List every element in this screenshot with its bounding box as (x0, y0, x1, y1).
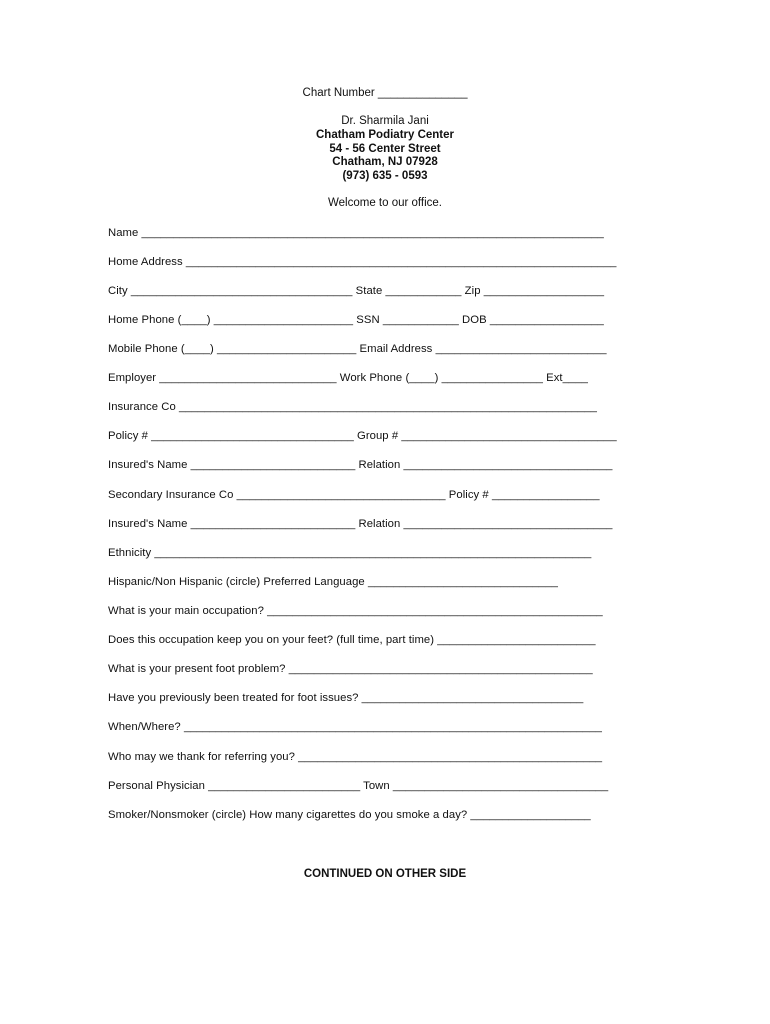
practice-name: Chatham Podiatry Center (315, 128, 455, 141)
insurance-co-field[interactable]: Insurance Co __________________________________________________________________ (108, 401, 597, 413)
welcome-message: Welcome to our office. (328, 197, 442, 209)
home-address-field[interactable]: Home Address ____________________________________________________________________ (108, 256, 617, 268)
chart-number-field[interactable]: Chart Number ______________ (302, 87, 468, 99)
ethnicity-field[interactable]: Ethnicity _____________________________________________________________________ (108, 547, 592, 559)
practice-street: 54 - 56 Center Street (329, 142, 441, 155)
previous-treatment-field[interactable]: Have you previously been treated for foot issues? ___________________________________ (108, 692, 584, 704)
referral-field[interactable]: Who may we thank for referring you? ________________________________________________ (108, 751, 603, 763)
occupation-on-feet-field[interactable]: Does this occupation keep you on your feet? (full time, part time) _________________________ (108, 634, 596, 646)
hispanic-language-field[interactable]: Hispanic/Non Hispanic (circle) Preferred Language ______________________________ (108, 576, 558, 588)
city-state-zip-field[interactable]: City ___________________________________ State ____________ Zip ___________________ (108, 285, 605, 297)
practice-city-state-zip: Chatham, NJ 07928 (332, 156, 438, 169)
occupation-field[interactable]: What is your main occupation? _____________________________________________________ (108, 605, 603, 617)
insured-name-relation-field[interactable]: Insured's Name __________________________ Relation _________________________________ (108, 459, 613, 471)
secondary-insured-name-relation-field[interactable]: Insured's Name __________________________ Relation _________________________________ (108, 518, 613, 530)
doctor-name: Dr. Sharmila Jani (341, 115, 429, 127)
policy-group-field[interactable]: Policy # ________________________________ Group # __________________________________ (108, 430, 617, 442)
practice-header (0, 115, 770, 184)
home-phone-ssn-dob-field[interactable]: Home Phone (____) ______________________ SSN ____________ DOB __________________ (108, 314, 604, 326)
mobile-phone-email-field[interactable]: Mobile Phone (____) ______________________ Email Address ___________________________ (108, 343, 607, 355)
continued-note: CONTINUED ON OTHER SIDE (303, 868, 467, 880)
when-where-field[interactable]: When/Where? __________________________________________________________________ (108, 721, 602, 733)
foot-problem-field[interactable]: What is your present foot problem? ________________________________________________ (108, 663, 593, 675)
physician-town-field[interactable]: Personal Physician ________________________ Town __________________________________ (108, 780, 609, 792)
smoker-field[interactable]: Smoker/Nonsmoker (circle) How many cigarettes do you smoke a day? ___________________ (108, 809, 591, 821)
name-field[interactable]: Name _________________________________________________________________________ (108, 227, 604, 239)
employer-work-phone-field[interactable]: Employer ____________________________ Work Phone (____) ________________ Ext____ (108, 372, 588, 384)
secondary-insurance-field[interactable]: Secondary Insurance Co _________________________________ Policy # _________________ (108, 489, 600, 501)
practice-phone: (973) 635 - 0593 (342, 170, 428, 183)
